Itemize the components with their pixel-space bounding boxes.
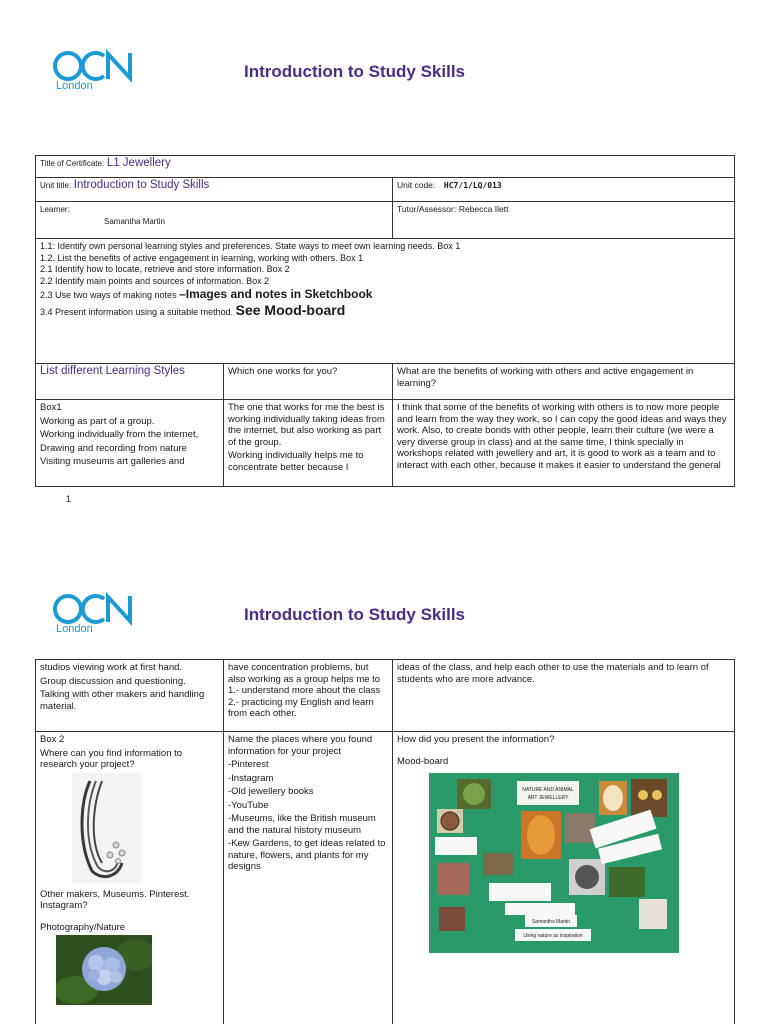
criteria-line: 1.1: Identify own personal learning styles and preferences. State ways to meet own learning needs. Box 1 <box>40 241 461 251</box>
ocn-logo <box>52 48 138 98</box>
necklace-photo <box>72 773 142 883</box>
page1-header <box>0 48 768 108</box>
works-for-you-continued-cell <box>224 660 393 732</box>
box2-photo-label: Photography/Nature <box>40 921 126 933</box>
benefits-cell <box>393 400 735 487</box>
presentation-cell <box>393 732 735 1024</box>
benefits-header <box>393 364 735 400</box>
answer-text: Working individually helps me to concentrate better because I <box>228 450 364 473</box>
box1-cell <box>36 400 224 487</box>
box1-line: studios viewing work at first hand. <box>40 662 183 673</box>
box2-question: Where can you find information to research your project? <box>40 747 183 770</box>
box1-line: Box1 <box>40 402 62 413</box>
place-item: -Museums, like the British museum and the natural history museum <box>228 813 376 836</box>
learner-label: Learner: <box>40 205 70 214</box>
answer-text: ideas of the class, and help each other to use the materials and to learn of students who are more advance. <box>397 662 709 685</box>
moodboard-title-2: ART JEWELLERY <box>527 795 569 801</box>
certificate-value: L1 Jewellery <box>106 157 171 169</box>
criteria-line: 3.4 Present information using a suitable method. <box>40 306 236 317</box>
unit-title-label: Unit title: <box>40 181 72 190</box>
place-item: -Kew Gardens, to get ideas related to nature, flowers, and plants for my designs <box>228 838 386 872</box>
answer-text: have concentration problems, but also working as a group helps me to 1.- understand more about the class 2.- practicing my English and learn from each other. <box>228 662 381 719</box>
page-number: 1 <box>66 494 72 504</box>
learner-cell <box>36 202 393 239</box>
ocn-logo-icon <box>52 48 138 84</box>
assessment-table-continued <box>35 659 735 1024</box>
ocn-logo-icon <box>52 591 138 627</box>
assessment-table <box>35 155 735 487</box>
benefits-continued-cell <box>393 660 735 732</box>
unit-title-cell <box>36 178 393 202</box>
answer-text: I think that some of the benefits of working with others is to now more people and learn from the way they work, so I can copy the good ideas and ways they work. Also, to create bonds with other people, learn their culture (we were a very diverse group in class) and at the same time, I think specially in workshops related with jewellery and art, it is good to work as a team and to interact with each other, because it makes it easier to understand the general <box>397 402 727 471</box>
criteria-emphasis: –Images and notes in Sketchbook <box>179 287 373 301</box>
page-title: Introduction to Study Skills <box>244 605 465 624</box>
box2-answer: Other makers, Museums. Pinterest. Instagram? <box>40 888 190 911</box>
moodboard-name: Samantha Martin <box>531 919 571 925</box>
certificate-row <box>36 156 735 178</box>
unit-code-label: Unit code: <box>397 180 436 190</box>
col-header: Which one works for you? <box>228 366 338 377</box>
box1-line: Drawing and recording from nature <box>40 442 187 454</box>
moodboard-title-1: NATURE AND ANIMAL <box>522 787 574 793</box>
place-item: -Old jewellery books <box>228 786 314 797</box>
col-header: List different Learning Styles <box>40 365 185 377</box>
unit-code-value: HC7/1/LQ/013 <box>443 181 502 190</box>
criteria-emphasis: See Mood-board <box>235 301 346 318</box>
box1-line: Talking with other makers and handling material. <box>40 689 205 712</box>
place-item: -Instagram <box>228 772 274 784</box>
logo-subtitle: London <box>56 80 93 92</box>
certificate-label: Title of Certificate: <box>40 159 105 168</box>
page-title: Introduction to Study Skills <box>244 62 465 81</box>
criteria-line: 2.1 Identify how to locate, retrieve and store information. Box 2 <box>40 264 290 274</box>
works-for-you-header <box>224 364 393 400</box>
criteria-line: 2.2 Identify main points and sources of information. Box 2 <box>40 275 270 286</box>
unit-title-value: Introduction to Study Skills <box>73 179 210 191</box>
box1-continued-cell <box>36 660 224 732</box>
criteria-line: 2.3 Use two ways of making notes <box>40 290 180 300</box>
places-cell <box>224 732 393 1024</box>
unit-code-cell <box>393 178 735 202</box>
box1-line: Visiting museums art galleries and <box>40 456 185 467</box>
present-answer: Mood-board <box>397 755 449 767</box>
tutor-cell <box>393 202 735 239</box>
moodboard-photo <box>429 773 679 953</box>
box1-line: Group discussion and questioning. <box>40 675 186 687</box>
moodboard-caption: Using nature as inspiration <box>523 933 583 939</box>
place-item: -Pinterest <box>228 759 269 770</box>
present-question: How did you present the information? <box>397 734 555 745</box>
criteria-line: 1.2. List the benefits of active engagement in learning, working with others. Box 1 <box>40 252 364 263</box>
hydrangea-photo <box>56 935 152 1005</box>
learning-styles-header <box>36 364 224 400</box>
page2-header <box>0 591 768 651</box>
tutor-label: Tutor/Assessor: <box>397 204 457 214</box>
box1-line: Working as part of a group. <box>40 415 155 427</box>
ocn-logo <box>52 591 138 641</box>
box1-line: Working individually from the internet, <box>40 429 199 440</box>
box2-title: Box 2 <box>40 734 65 745</box>
learner-value: Samantha Martin <box>104 216 165 226</box>
place-item: -YouTube <box>228 799 269 811</box>
tutor-value: Rebecca Ilett <box>458 204 509 214</box>
col-header: What are the benefits of working with others and active engagement in learning? <box>397 366 694 389</box>
places-header: Name the places where you found information for your project <box>228 734 373 757</box>
logo-subtitle: London <box>56 623 93 635</box>
works-for-you-cell <box>224 400 393 487</box>
answer-text: The one that works for me the best is working individually taking ideas from the internet, but also working as part of the group. <box>228 402 385 448</box>
box2-cell <box>36 732 224 1024</box>
criteria-cell <box>36 239 735 364</box>
